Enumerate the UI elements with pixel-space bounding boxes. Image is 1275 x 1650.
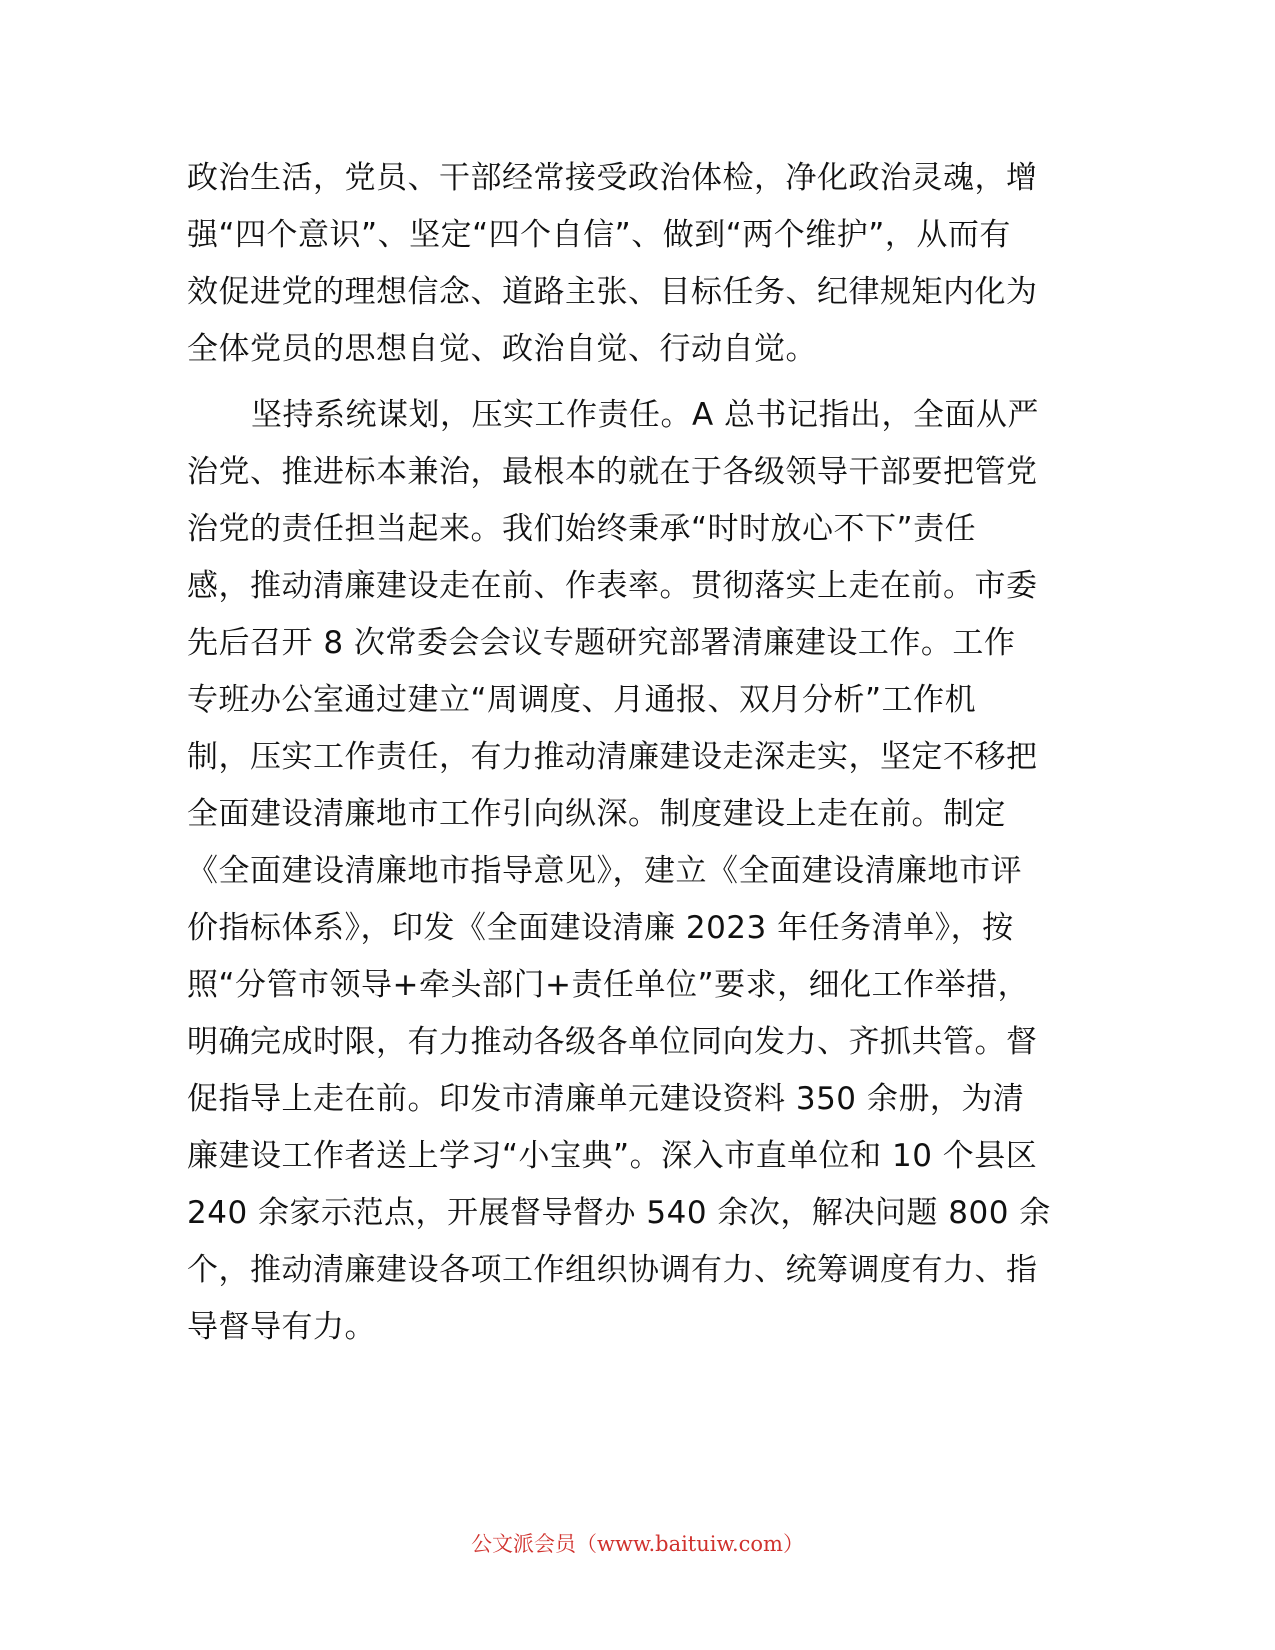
text-line: 促指导上走在前。印发市清廉单元建设资料 350 余册，为清 bbox=[187, 1081, 1025, 1117]
text-line: 坚持系统谋划，压实工作责任。A 总书记指出，全面从严 bbox=[251, 397, 1040, 433]
footer-watermark-text: 公文派会员（www.baituiw.com） bbox=[471, 1532, 804, 1556]
text-line: 全体党员的思想自觉、政治自觉、行动自觉。 bbox=[187, 331, 817, 367]
paragraph-gap bbox=[187, 378, 1087, 387]
text-line: 明确完成时限，有力推动各级各单位同向发力、齐抓共管。督 bbox=[187, 1024, 1038, 1060]
text-line: 效促进党的理想信念、道路主张、目标任务、纪律规矩内化为 bbox=[187, 274, 1038, 310]
text-line: 治党、推进标本兼治，最根本的就在于各级领导干部要把管党 bbox=[187, 454, 1038, 490]
text-line: 照“分管市领导+牵头部门+责任单位”要求，细化工作举措， bbox=[187, 967, 1030, 1003]
text-line: 240 余家示范点，开展督导督办 540 余次，解决问题 800 余 bbox=[187, 1195, 1051, 1231]
text-line: 导督导有力。 bbox=[187, 1309, 376, 1345]
text-line: 政治生活，党员、干部经常接受政治体检，净化政治灵魂，增 bbox=[187, 160, 1038, 196]
text-line: 个，推动清廉建设各项工作组织协调有力、统筹调度有力、指 bbox=[187, 1252, 1038, 1288]
text-line: 治党的责任担当起来。我们始终秉承“时时放心不下”责任 bbox=[187, 511, 977, 547]
text-line: 全面建设清廉地市工作引向纵深。制度建设上走在前。制定 bbox=[187, 796, 1006, 832]
text-line: 感，推动清廉建设走在前、作表率。贯彻落实上走在前。市委 bbox=[187, 568, 1038, 604]
text-line: 先后召开 8 次常委会会议专题研究部署清廉建设工作。工作 bbox=[187, 625, 1016, 661]
text-line: 价指标体系》，印发《全面建设清廉 2023 年任务清单》，按 bbox=[187, 910, 1014, 946]
paragraph-2 bbox=[187, 387, 1087, 1356]
text-line: 制，压实工作责任，有力推动清廉建设走深走实，坚定不移把 bbox=[187, 739, 1038, 775]
paragraph-1 bbox=[187, 150, 1087, 378]
text-line: 《全面建设清廉地市指导意见》，建立《全面建设清廉地市评 bbox=[187, 853, 1022, 889]
text-line: 强“四个意识”、坚定“四个自信”、做到“两个维护”，从而有 bbox=[187, 217, 1011, 253]
body-text bbox=[187, 150, 1087, 1356]
text-line: 廉建设工作者送上学习“小宝典”。深入市直单位和 10 个县区 bbox=[187, 1138, 1038, 1174]
text-line: 专班办公室通过建立“周调度、月通报、双月分析”工作机 bbox=[187, 682, 977, 718]
